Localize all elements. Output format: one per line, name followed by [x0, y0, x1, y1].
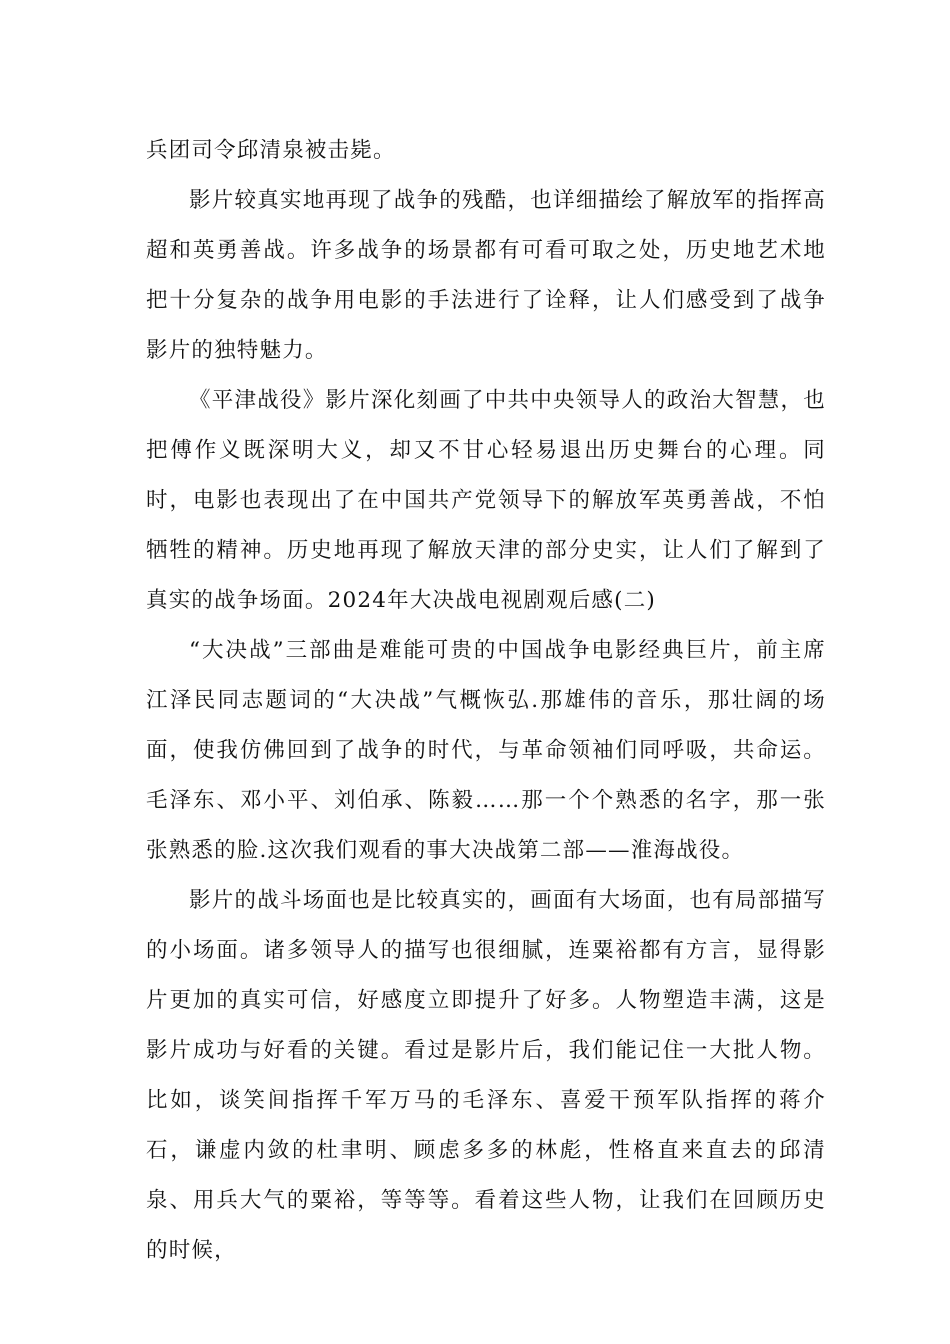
paragraph-1: 兵团司令邱清泉被击毙。 [146, 138, 396, 163]
document-body [146, 126, 826, 1276]
paragraph-5: 影片的战斗场面也是比较真实的，画面有大场面，也有局部描写的小场面。诸多领导人的描写也很细腻，连粟裕都有方言，显得影片更加的真实可信，好感度立即提升了好多。人物塑造丰满，这是影片成功与好看的关键。看过是影片后，我们能记住一大批人物。比如，谈笑间指挥千军万马的毛泽东、喜爱干预军队指挥的蒋介石，谦虚内敛的杜聿明、顾虑多多的林彪，性格直来直去的邱清泉、用兵大气的粟裕，等等等。看着这些人物，让我们在回顾历史的时候， [146, 888, 826, 1263]
paragraph-2: 影片较真实地再现了战争的残酷，也详细描绘了解放军的指挥高超和英勇善战。许多战争的场景都有可看可取之处，历史地艺术地把十分复杂的战争用电影的手法进行了诠释，让人们感受到了战争影片的独特魅力。 [146, 188, 826, 363]
paragraph-3: 《平津战役》影片深化刻画了中共中央领导人的政治大智慧，也把傅作义既深明大义，却又不甘心轻易退出历史舞台的心理。同时，电影也表现出了在中国共产党领导下的解放军英勇善战，不怕牺牲的精神。历史地再现了解放天津的部分史实，让人们了解到了真实的战争场面。2024年大决战电视剧观后感(二) [146, 388, 826, 613]
paragraph-4: “大决战”三部曲是难能可贵的中国战争电影经典巨片，前主席江泽民同志题词的“大决战”气概恢弘.那雄伟的音乐，那壮阔的场面，使我仿佛回到了战争的时代，与革命领袖们同呼吸，共命运。毛泽东、邓小平、刘伯承、陈毅……那一个个熟悉的名字，那一张张熟悉的脸.这次我们观看的事大决战第二部——淮海战役。 [146, 638, 826, 863]
